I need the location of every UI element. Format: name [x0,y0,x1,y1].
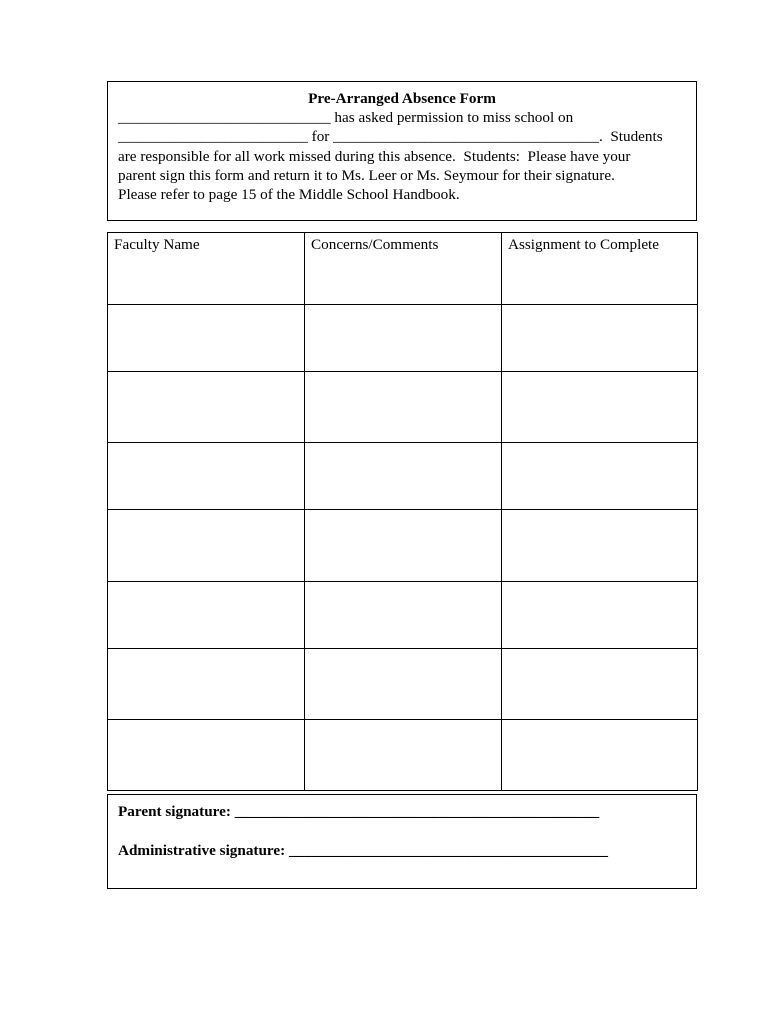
intro-line-4: parent sign this form and return it to Ms. Leer or Ms. Seymour for their signature. [118,166,615,184]
absence-date-blank[interactable]: _________________________ [118,128,308,146]
assignment-header: Assignment to Complete [502,233,698,305]
absence-info-box [107,81,697,221]
student-name-blank[interactable]: ____________________________ [118,109,331,127]
comments-cell[interactable] [305,305,502,372]
table-header-row [108,233,698,305]
comments-cell[interactable] [305,372,502,443]
parent-signature-blank[interactable]: ________________________________________________ [234,803,600,820]
intro-line-5: Please refer to page 15 of the Middle School Handbook. [118,186,460,204]
table-row [108,443,698,510]
form-title: Pre-Arranged Absence Form [308,90,496,107]
table-row [108,372,698,443]
comments-cell[interactable] [305,719,502,790]
intro-line-3: are responsible for all work missed during this absence. Students: Please have your [118,147,631,165]
faculty-name-cell[interactable] [108,510,305,581]
faculty-name-cell[interactable] [108,305,305,372]
faculty-name-cell[interactable] [108,648,305,719]
assignment-cell[interactable] [502,510,698,581]
assignment-cell[interactable] [502,372,698,443]
admin-signature-label: Administrative signature: [118,842,289,859]
parent-signature-line [118,802,686,821]
faculty-name-cell[interactable] [108,443,305,510]
admin-signature-blank[interactable]: __________________________________________ [289,842,608,859]
assignment-cell[interactable] [502,581,698,648]
intro-line-1 [118,108,686,127]
absence-reason-blank[interactable]: ___________________________________ [333,128,599,146]
concerns-comments-header: Concerns/Comments [305,233,502,305]
faculty-assignment-table [107,232,698,791]
table-row [108,305,698,372]
assignment-cell[interactable] [502,305,698,372]
table-row [108,510,698,581]
faculty-name-header: Faculty Name [108,233,305,305]
assignment-cell[interactable] [502,443,698,510]
admin-signature-line [118,841,686,860]
assignment-cell[interactable] [502,719,698,790]
table-row [108,581,698,648]
signature-box [107,794,697,889]
comments-cell[interactable] [305,510,502,581]
faculty-name-cell[interactable] [108,581,305,648]
intro-line-2 [118,127,686,146]
parent-signature-label: Parent signature: [118,803,235,820]
comments-cell[interactable] [305,648,502,719]
table-row [108,648,698,719]
intro-line-2-for: for [307,128,334,146]
intro-line-1-text: has asked permission to miss school on [330,109,574,127]
faculty-name-cell[interactable] [108,719,305,790]
comments-cell[interactable] [305,581,502,648]
faculty-name-cell[interactable] [108,372,305,443]
intro-line-2-end: . Students [598,128,663,146]
assignment-cell[interactable] [502,648,698,719]
comments-cell[interactable] [305,443,502,510]
table-row [108,719,698,790]
